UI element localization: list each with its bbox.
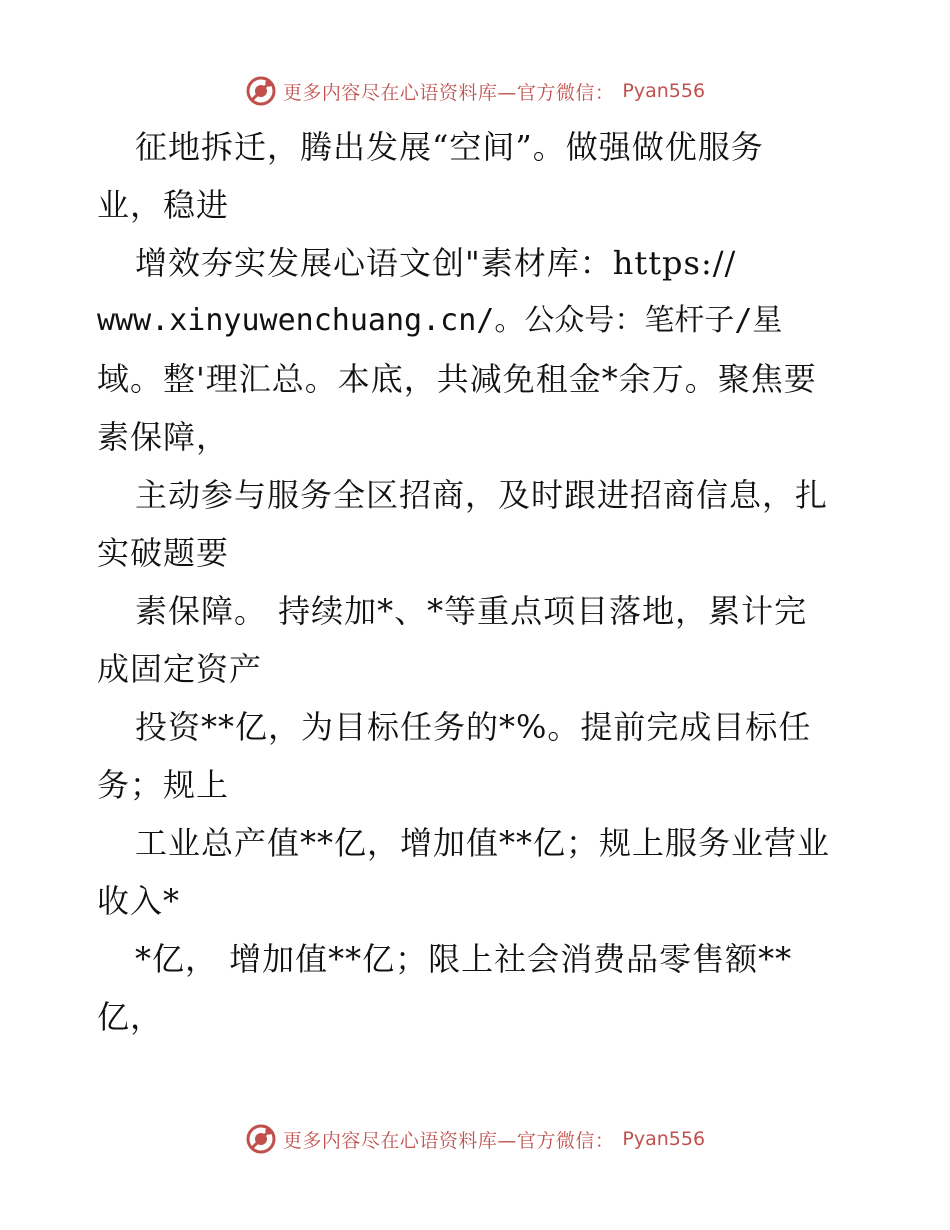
header-banner-wechat: Pyan556 [622, 80, 706, 102]
body-line: 务；规上 [97, 766, 230, 804]
logo-icon [245, 75, 277, 107]
body-line: 主动参与服务全区招商，及时跟进招商信息，扎 [135, 476, 829, 514]
body-line: *亿， 增加值**亿；限上社会消费品零售额** [135, 940, 793, 978]
body-line: 素保障。 持续加*、*等重点项目落地，累计完 [135, 592, 808, 630]
body-line: 投资**亿，为目标任务的*%。提前完成目标任 [135, 708, 812, 746]
body-line: 收入* [97, 882, 181, 920]
footer-banner-wechat: Pyan556 [622, 1128, 706, 1150]
header-banner-text: 更多内容尽在心语资料库—官方微信： [282, 81, 615, 104]
body-line: 业，稳进 [97, 186, 230, 224]
body-line: 征地拆迁，腾出发展“空间”。做强做优服务 [135, 128, 764, 166]
body-line: 增效夯实发展心语文创"素材库：https:// [135, 244, 737, 282]
body-line: 素保障， [97, 418, 230, 456]
body-line: 成固定资产 [97, 650, 263, 688]
document-body [97, 118, 867, 1046]
body-line: 实破题要 [97, 534, 230, 572]
header-banner [0, 74, 950, 108]
logo-icon [245, 1123, 277, 1155]
footer-banner-text: 更多内容尽在心语资料库—官方微信： [282, 1129, 615, 1152]
body-line: 域。整'理汇总。本底，共减免租金*余万。聚焦要 [97, 360, 817, 398]
body-line: 亿， [97, 998, 164, 1036]
body-line: 工业总产值**亿，增加值**亿；规上服务业营业 [135, 824, 831, 862]
footer-banner [0, 1122, 950, 1156]
body-line-url: www.xinyuwenchuang.cn/。公众号：笔杆子/星 [97, 303, 783, 338]
